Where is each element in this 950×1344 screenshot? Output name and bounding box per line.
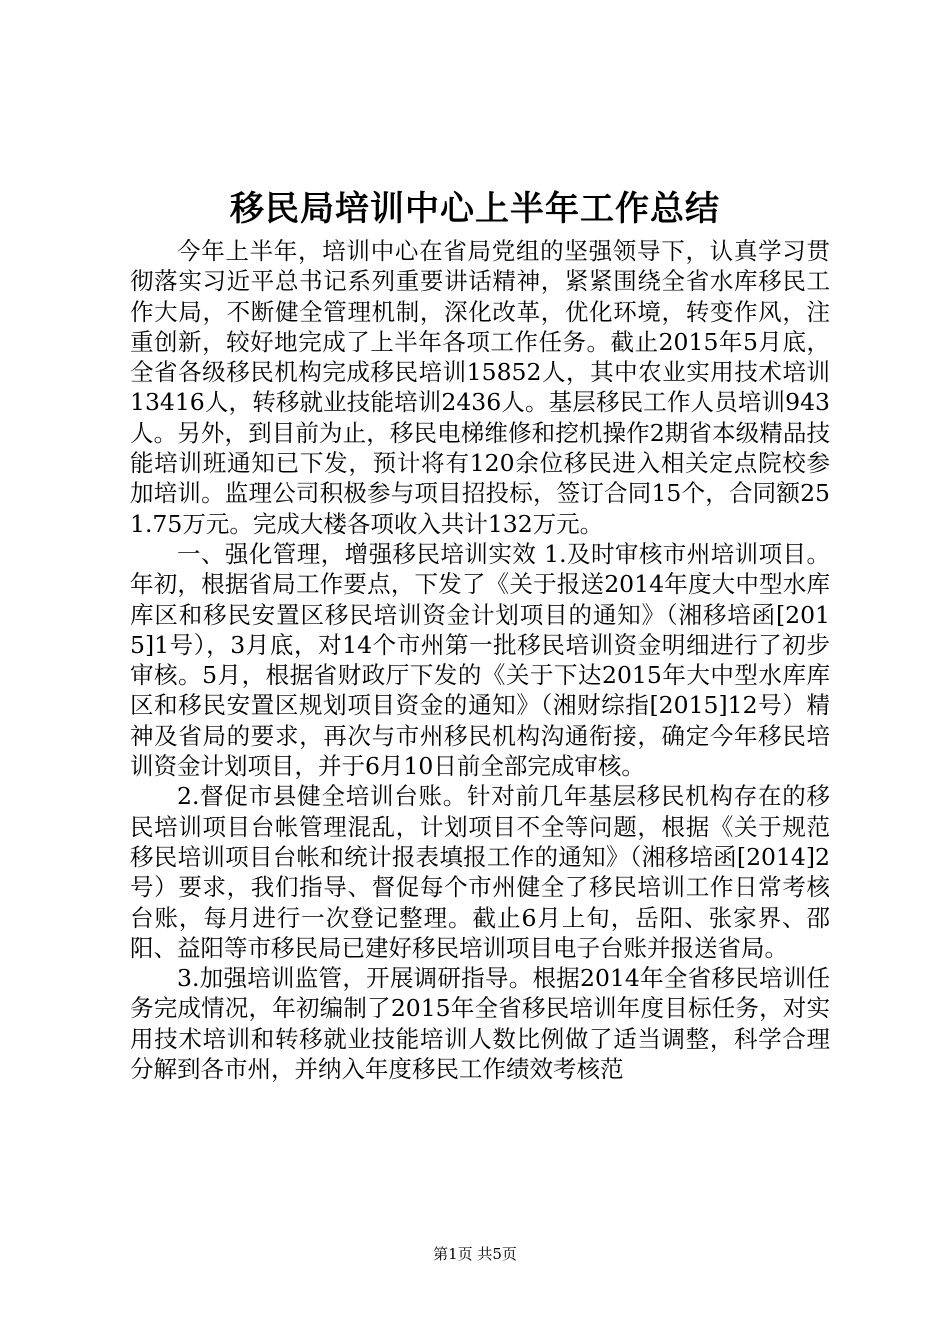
document-body bbox=[130, 236, 830, 1084]
paragraph-item-3: 3.加强培训监管，开展调研指导。根据2014年全省移民培训任务完成情况，年初编制了2015年全省移民培训年度目标任务，对实用技术培训和转移就业技能培训人数比例做了适当调整，科学合理分解到各市州，并纳入年度移民工作绩效考核范 bbox=[130, 964, 830, 1084]
paragraph-intro: 今年上半年，培训中心在省局党组的坚强领导下，认真学习贯彻落实习近平总书记系列重要讲话精神，紧紧围绕全省水库移民工作大局，不断健全管理机制，深化改革，优化环境，转变作风，注重创新，较好地完成了上半年各项工作任务。截止2015年5月底，全省各级移民机构完成移民培训15852人，其中农业实用技术培训13416人，转移就业技能培训2436人。基层移民工作人员培训943人。另外，到目前为止，移民电梯维修和挖机操作2期省本级精品技能培训班通知已下发，预计将有120余位移民进入相关定点院校参加培训。监理公司积极参与项目招投标，签订合同15个，合同额251.75万元。完成大楼各项收入共计132万元。 bbox=[130, 237, 830, 538]
paragraph-section-1: 一、强化管理，增强移民培训实效 1.及时审核市州培训项目。年初，根据省局工作要点，下发了《关于报送2014年度大中型水库库区和移民安置区移民培训资金计划项目的通知》（湘移培函[2015]1号），3月底，对14个市州第一批移民培训资金明细进行了初步审核。5月，根据省财政厅下发的《关于下达2015年大中型水库库区和移民安置区规划项目资金的通知》（湘财综指[2015]12号）精神及省局的要求，再次与市州移民机构沟通衔接，确定今年移民培训资金计划项目，并于6月10日前全部完成审核。 bbox=[130, 539, 830, 781]
paragraph-item-2: 2.督促市县健全培训台账。针对前几年基层移民机构存在的移民培训项目台帐管理混乱，计划项目不全等问题，根据《关于规范移民培训项目台帐和统计报表填报工作的通知》（湘移培函[2014]2号）要求，我们指导、督促每个市州健全了移民培训工作日常考核台账，每月进行一次登记整理。截止6月上旬，岳阳、张家界、邵阳、益阳等市移民局已建好移民培训项目电子台账并报送省局。 bbox=[130, 782, 830, 962]
document-title: 移民局培训中心上半年工作总结 bbox=[230, 189, 720, 229]
page-footer: 第1页 共5页 bbox=[433, 1245, 517, 1263]
